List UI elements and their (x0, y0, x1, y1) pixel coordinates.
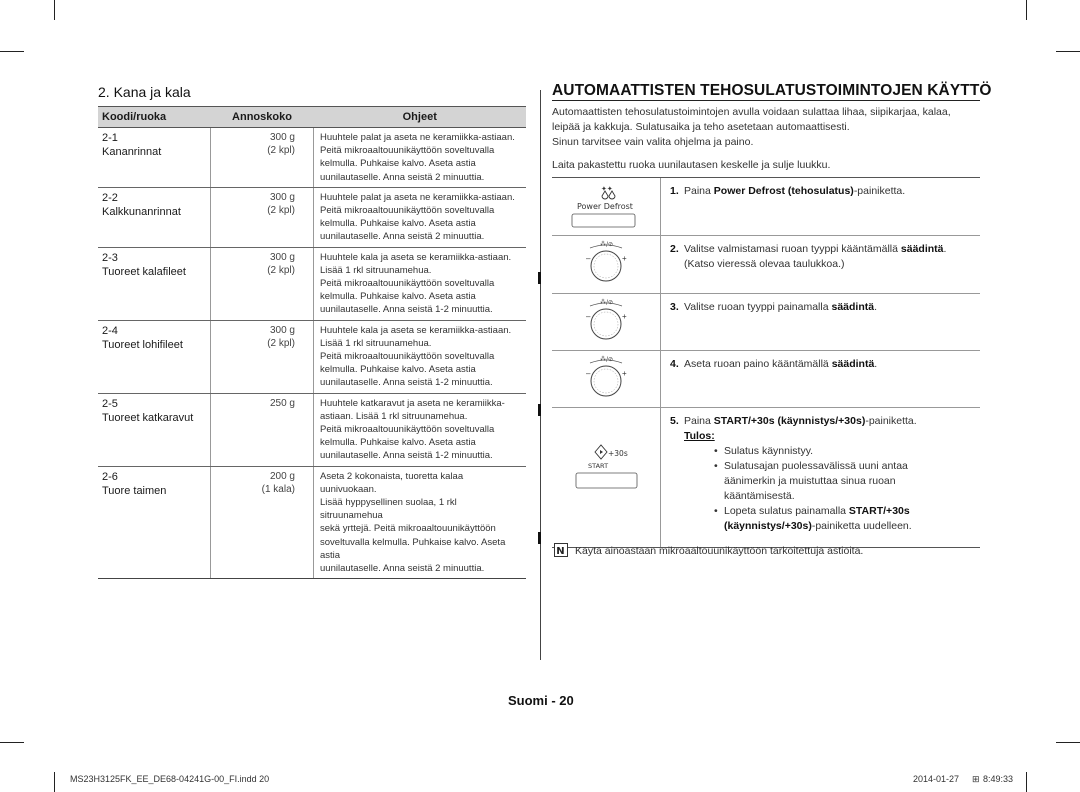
instructions-cell (314, 466, 527, 579)
instruction-line: Huuhtele kala ja aseta se keramiikka-astiaan. (320, 251, 512, 263)
food-code: 2-5 (102, 397, 118, 410)
step-bold: säädintä (831, 358, 875, 370)
bullet-bold: START/+30s (848, 505, 910, 517)
step-image (552, 178, 661, 235)
food-code: 2-4 (102, 324, 118, 337)
step-image (552, 408, 661, 547)
note-icon (554, 543, 569, 563)
food-name: Tuoreet lohifileet (102, 338, 183, 351)
serving-size: 300 g (269, 251, 295, 263)
instruction-line: Lisää 1 rkl sitruunamehua. (320, 337, 432, 349)
instruction-line: soveltuvalla kelmulla. Puhkaise kalvo. Aseta astia (320, 536, 506, 561)
start-button-icon (552, 408, 660, 547)
center-divider (540, 90, 541, 660)
step-number: 4. (670, 358, 679, 370)
page-title: AUTOMAATTISTEN TEHOSULATUSTOIMINTOJEN KÄYTTÖ (552, 82, 992, 99)
step-text-part: Paina (684, 415, 714, 427)
instruction-line: kelmulla. Puhkaise kalvo. Aseta astia (320, 437, 476, 449)
step-text (670, 351, 980, 372)
serving-size: 300 g (269, 132, 295, 143)
food-name: Kananrinnat (102, 146, 162, 158)
food-name: Kalkkunanrinnat (102, 205, 181, 218)
power-defrost-button-icon (552, 178, 660, 235)
table-row (98, 187, 526, 247)
crop-mark (54, 0, 55, 20)
table-header (98, 107, 526, 128)
food-code: 2-1 (102, 132, 118, 144)
instructions-cell (314, 128, 527, 188)
section-title: 2. Kana ja kala (98, 84, 191, 100)
instruction-line: uunilautaselle. Anna seistä 1-2 minuuttia. (320, 304, 493, 316)
step-number: 1. (670, 185, 679, 197)
food-name: Tuoreet katkaravut (102, 411, 194, 424)
intro-line: leipää ja kakkuja. Sulatusaika ja teho asetetaan automaattisesti. (552, 121, 850, 133)
table-row (98, 466, 526, 579)
dial-plus: + (622, 254, 627, 263)
serving-cell (211, 320, 314, 393)
dial-icon (552, 236, 660, 293)
step-number: 2. (670, 243, 679, 255)
step-text-part: -painiketta. (865, 415, 917, 427)
instruction-line: Lisää hyppysellinen suolaa, 1 rkl sitruunamehua (320, 497, 457, 522)
bullet-text: Lopeta sulatus painamalla (724, 505, 849, 517)
dial-icon (552, 294, 660, 350)
serving-size: 300 g (269, 324, 295, 336)
step-image (552, 236, 661, 293)
instructions-cell (314, 247, 527, 320)
register-mark (538, 532, 541, 544)
step-row (552, 351, 980, 408)
serving-count: (2 kpl) (267, 204, 295, 216)
instruction-line: Peitä mikroaaltouunikäyttöön soveltuvalla (320, 205, 495, 217)
column-header: Ohjeet (314, 107, 527, 128)
crop-mark (0, 51, 24, 52)
serving-cell (211, 187, 314, 247)
serving-cell (211, 393, 314, 466)
instruction-line: Peitä mikroaaltouunikäyttöön soveltuvalla (320, 278, 495, 290)
column-header: Annoskoko (211, 107, 314, 128)
svg-text:✦✦: ✦✦ (601, 185, 613, 193)
step-bold: Power Defrost (tehosulatus) (713, 185, 854, 197)
crop-mark (0, 742, 24, 743)
instruction-line: uunilautaselle. Anna seistä 1-2 minuuttia. (320, 377, 493, 389)
instruction-line: kelmulla. Puhkaise kalvo. Aseta astia (320, 218, 476, 230)
step-bold: säädintä (831, 301, 875, 313)
bullet-text: äänimerkin ja muistuttaa sinua ruoan (724, 475, 896, 487)
bullet-text: Sulatus käynnistyy. (724, 445, 814, 457)
instruction-line: Huuhtele palat ja aseta ne keramiikka-astiaan. (320, 132, 515, 143)
page-number: Suomi - 20 (508, 693, 574, 708)
instruction-line: uunilautaselle. Anna seistä 2 minuuttia. (320, 563, 485, 575)
register-mark (538, 404, 541, 416)
dial-minus: – (586, 369, 591, 378)
dial-plus: + (622, 312, 627, 321)
dial-icon (552, 351, 660, 407)
serving-cell (211, 128, 314, 188)
svg-text:⁂/⊘: ⁂/⊘ (600, 241, 614, 248)
dial-minus: – (586, 254, 591, 263)
instruction-line: Aseta 2 kokonaista, tuoretta kalaa uunivuokaan. (320, 470, 464, 495)
steps-table (552, 177, 980, 548)
instruction-line: Huuhtele palat ja aseta ne keramiikka-astiaan. (320, 191, 515, 203)
step-text-part: -painiketta. (853, 185, 906, 197)
intro-text (552, 105, 982, 173)
food-code: 2-2 (102, 191, 118, 204)
imprint-time: 8:49:33 (983, 774, 1014, 784)
step-text-part: Valitse valmistamasi ruoan tyyppi kääntämällä (684, 243, 901, 255)
serving-cell (211, 247, 314, 320)
bullet-text: kääntämisestä. (724, 490, 795, 502)
step-image (552, 294, 661, 350)
step-text-part: Aseta ruoan paino kääntämällä (684, 358, 832, 370)
serving-size: 250 g (269, 397, 295, 409)
food-code: 2-3 (102, 251, 118, 264)
food-cell (98, 320, 211, 393)
result-bullet (670, 504, 980, 534)
start-plus-label: +30s (608, 449, 628, 458)
step-image (552, 351, 661, 407)
serving-size: 300 g (269, 191, 295, 203)
step-row (552, 408, 980, 547)
instruction-line: kelmulla. Puhkaise kalvo. Aseta astia (320, 364, 476, 376)
food-name: Tuore taimen (102, 484, 167, 497)
instruction-line: Peitä mikroaaltouunikäyttöön soveltuvalla (320, 424, 495, 436)
table-row (98, 247, 526, 320)
svg-text:⁂/⊘: ⁂/⊘ (600, 299, 614, 306)
start-label: START (588, 462, 609, 470)
instruction-line: uunilautaselle. Anna seistä 2 minuuttia. (320, 231, 485, 243)
table-row (98, 320, 526, 393)
step-text-part: . (874, 358, 878, 370)
crop-mark (1026, 0, 1027, 20)
food-cell (98, 247, 211, 320)
food-cell (98, 393, 211, 466)
intro-line: Automaattisten tehosulatustoimintojen avulla voidaan sulattaa lihaa, siipikarjaa, kalaa, (552, 106, 951, 118)
instruction-line: Huuhtele katkaravut ja aseta ne keramiikka- (320, 397, 505, 409)
clock-icon: ⊞ (972, 774, 980, 784)
bullet-bold: (käynnistys/+30s) (724, 520, 812, 532)
step-text (670, 294, 980, 315)
instruction-line: kelmulla. Puhkaise kalvo. Aseta astia (320, 291, 476, 303)
bullet-text: -painiketta uudelleen. (811, 520, 912, 532)
note-text: Käytä ainoastaan mikroaaltouunikäyttöön tarkoitettuja astioita. (575, 545, 864, 557)
register-mark (538, 272, 541, 284)
step-text (670, 408, 980, 534)
power-defrost-label: Power Defrost (577, 202, 633, 211)
dial-minus: – (586, 312, 591, 321)
step-text-part: Paina (684, 185, 714, 197)
crop-mark (1056, 51, 1080, 52)
step-text-part: Valitse ruoan tyyppi painamalla (684, 301, 832, 313)
crop-mark (54, 772, 55, 792)
svg-text:⁂/⊘: ⁂/⊘ (600, 356, 614, 363)
serving-size: 200 g (269, 470, 295, 482)
column-header: Koodi/ruoka (98, 107, 211, 128)
crop-mark (1026, 772, 1027, 792)
instructions-cell (314, 187, 527, 247)
step-number: 3. (670, 301, 679, 313)
step-row (552, 294, 980, 351)
instruction-line: sekä yrttejä. Peitä mikroaaltouunikäyttöön (320, 523, 496, 535)
food-code: 2-6 (102, 470, 118, 483)
imprint-file: MS23H3125FK_EE_DE68-04241G-00_FI.indd 20 (70, 774, 270, 784)
food-cell (98, 128, 211, 188)
step-text (670, 236, 980, 272)
step-row (552, 236, 980, 294)
step-text (670, 178, 980, 199)
step-bold: START/+30s (käynnistys/+30s) (713, 415, 866, 427)
instruction-line: Peitä mikroaaltouunikäyttöön soveltuvalla (320, 145, 495, 157)
step-row (552, 178, 980, 236)
step-bold: säädintä (900, 243, 944, 255)
food-table (98, 106, 526, 579)
instruction-line: Lisää 1 rkl sitruunamehua. (320, 264, 432, 276)
result-bullet (670, 444, 980, 459)
intro-line: Laita pakastettu ruoka uunilautasen keskelle ja sulje luukku. (552, 159, 831, 171)
instruction-line: uunilautaselle. Anna seistä 1-2 minuuttia. (320, 450, 493, 462)
food-cell (98, 187, 211, 247)
dial-plus: + (622, 369, 627, 378)
step-text-line: (Katso vieressä olevaa taulukkoa.) (684, 258, 845, 270)
intro-line: Sinun tarvitsee vain valita ohjelma ja paino. (552, 136, 754, 148)
svg-text:N: N (556, 546, 565, 557)
instruction-line: kelmulla. Puhkaise kalvo. Aseta astia (320, 158, 476, 170)
imprint-date: 2014-01-27 (913, 774, 960, 784)
instructions-cell (314, 320, 527, 393)
step-number: 5. (670, 415, 679, 427)
crop-mark (1056, 742, 1080, 743)
food-cell (98, 466, 211, 579)
serving-count: (2 kpl) (267, 264, 295, 276)
step-text-part: . (943, 243, 947, 255)
instruction-line: Peitä mikroaaltouunikäyttöön soveltuvalla (320, 351, 495, 363)
instruction-line: Huuhtele kala ja aseta se keramiikka-astiaan. (320, 324, 512, 336)
result-label: Tulos: (684, 430, 715, 442)
title-rule (552, 100, 980, 101)
table-row (98, 128, 526, 188)
instructions-cell (314, 393, 527, 466)
serving-cell (211, 466, 314, 579)
step-text-part: . (874, 301, 878, 313)
serving-count: (2 kpl) (267, 145, 295, 156)
food-name: Tuoreet kalafileet (102, 265, 186, 278)
result-bullet (670, 459, 980, 504)
instruction-line: uunilautaselle. Anna seistä 2 minuuttia. (320, 171, 485, 183)
instruction-line: astiaan. Lisää 1 rkl sitruunamehua. (320, 410, 468, 422)
serving-count: (2 kpl) (267, 337, 295, 349)
bullet-text: • Sulatusajan puolessavälissä uuni antaa (724, 460, 908, 472)
serving-count: (1 kala) (261, 483, 295, 495)
table-row (98, 393, 526, 466)
